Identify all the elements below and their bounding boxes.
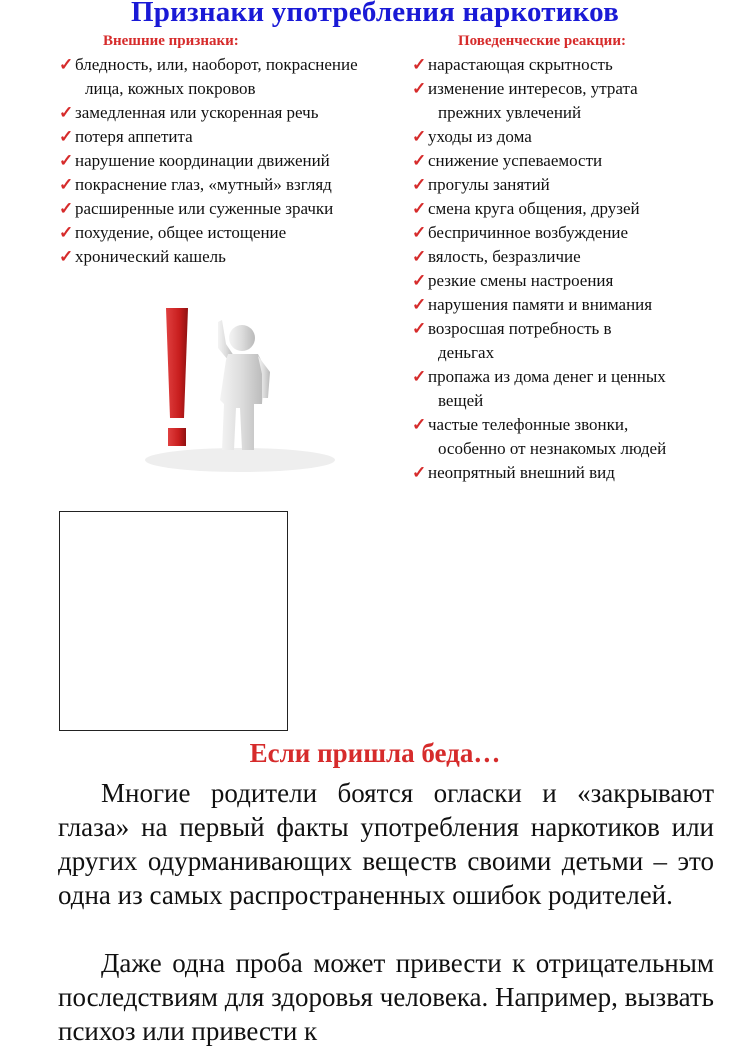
list-item-text: деньгах [438,343,495,362]
checkmark-icon: ✓ [59,175,74,194]
list-item [412,293,666,317]
list-item-text: уходы из дома [428,127,532,146]
list-item [412,77,666,101]
list-item [412,173,666,197]
list-item [59,173,358,197]
checkmark-icon: ✓ [59,199,74,218]
external-signs-list [59,53,358,269]
list-item-text: замедленная или ускоренная речь [75,103,319,122]
list-item-text: пропажа из дома денег и ценных [428,367,666,386]
paragraph-2: Даже одна проба может привести к отрицательным последствиям для здоровья человека. Например, вызвать психоз или привести к [58,948,714,1046]
checkmark-icon: ✓ [412,367,427,386]
list-item-text: особенно от незнакомых людей [438,439,667,458]
list-item [59,245,358,269]
behavioral-reactions-heading: Поведенческие реакции: [458,33,626,49]
paragraph-1: Многие родители боятся огласки и «закрывают глаза» на первый факты употребления наркотиков или других одурманивающих веществ своими детьми – это одна из самых распространенных ошибок родителей. [58,778,714,910]
list-item [59,221,358,245]
list-item-text: расширенные или суженные зрачки [75,199,334,218]
checkmark-icon: ✓ [59,247,74,266]
section-heading: Если пришла беда… [249,738,501,768]
list-item-continuation [412,389,666,413]
exclamation-dot [168,428,186,446]
checkmark-icon: ✓ [412,415,427,434]
checkmark-icon: ✓ [412,223,427,242]
list-item [412,413,666,437]
list-item-text: хронический кашель [75,247,226,266]
list-item-text: вялость, безразличие [428,247,581,266]
list-item [59,197,358,221]
checkmark-icon: ✓ [59,103,74,122]
checkmark-icon: ✓ [59,127,74,146]
checkmark-icon: ✓ [412,319,427,338]
list-item [412,221,666,245]
list-item-text: беспричинное возбуждение [428,223,629,242]
checkmark-icon: ✓ [59,151,74,170]
checkmark-icon: ✓ [412,271,427,290]
list-item [59,53,358,77]
list-item-text: бледность, или, наоборот, покраснение [75,55,358,74]
checkmark-icon: ✓ [412,55,427,74]
list-item-text: резкие смены настроения [428,271,614,290]
list-item [59,125,358,149]
list-item-text: вещей [438,391,484,410]
list-item-text: потеря аппетита [75,127,193,146]
checkmark-icon: ✓ [412,247,427,266]
list-item [412,461,666,485]
exclamation-figure-illustration [130,300,350,478]
list-item [412,365,666,389]
list-item [412,53,666,77]
list-item [412,317,666,341]
list-item-text: прежних увлечений [438,103,582,122]
list-item [59,101,358,125]
external-signs-heading: Внешние признаки: [103,33,239,49]
list-item [412,197,666,221]
checkmark-icon: ✓ [59,223,74,242]
list-item [412,245,666,269]
list-item-continuation [412,341,666,365]
list-item-text: покраснение глаз, «мутный» взгляд [75,175,332,194]
checkmark-icon: ✓ [412,79,427,98]
checkmark-icon: ✓ [412,127,427,146]
list-item-text: частые телефонные звонки, [428,415,629,434]
checkmark-icon: ✓ [412,463,427,482]
list-item-text: неопрятный внешний вид [428,463,615,482]
list-item-text: нарушения памяти и внимания [428,295,653,314]
list-item-text: снижение успеваемости [428,151,603,170]
list-item-continuation [412,101,666,125]
checkmark-icon: ✓ [412,175,427,194]
list-item-continuation [59,77,358,101]
page-title: Признаки употребления наркотиков [130,0,620,28]
list-item-text: лица, кожных покровов [85,79,256,98]
checkmark-icon: ✓ [412,151,427,170]
checkmark-icon: ✓ [59,55,74,74]
list-item [412,269,666,293]
list-item [412,149,666,173]
list-item-continuation [412,437,666,461]
list-item-text: нарастающая скрытность [428,55,613,74]
checkmark-icon: ✓ [412,199,427,218]
empty-image-frame [59,511,288,731]
list-item-text: похудение, общее истощение [75,223,287,242]
checkmark-icon: ✓ [412,295,427,314]
list-item [412,125,666,149]
list-item-text: смена круга общения, друзей [428,199,640,218]
list-item [59,149,358,173]
list-item-text: возросшая потребность в [428,319,612,338]
list-item-text: изменение интересов, утрата [428,79,638,98]
list-item-text: прогулы занятий [428,175,550,194]
list-item-text: нарушение координации движений [75,151,330,170]
behavioral-reactions-list [412,53,666,485]
